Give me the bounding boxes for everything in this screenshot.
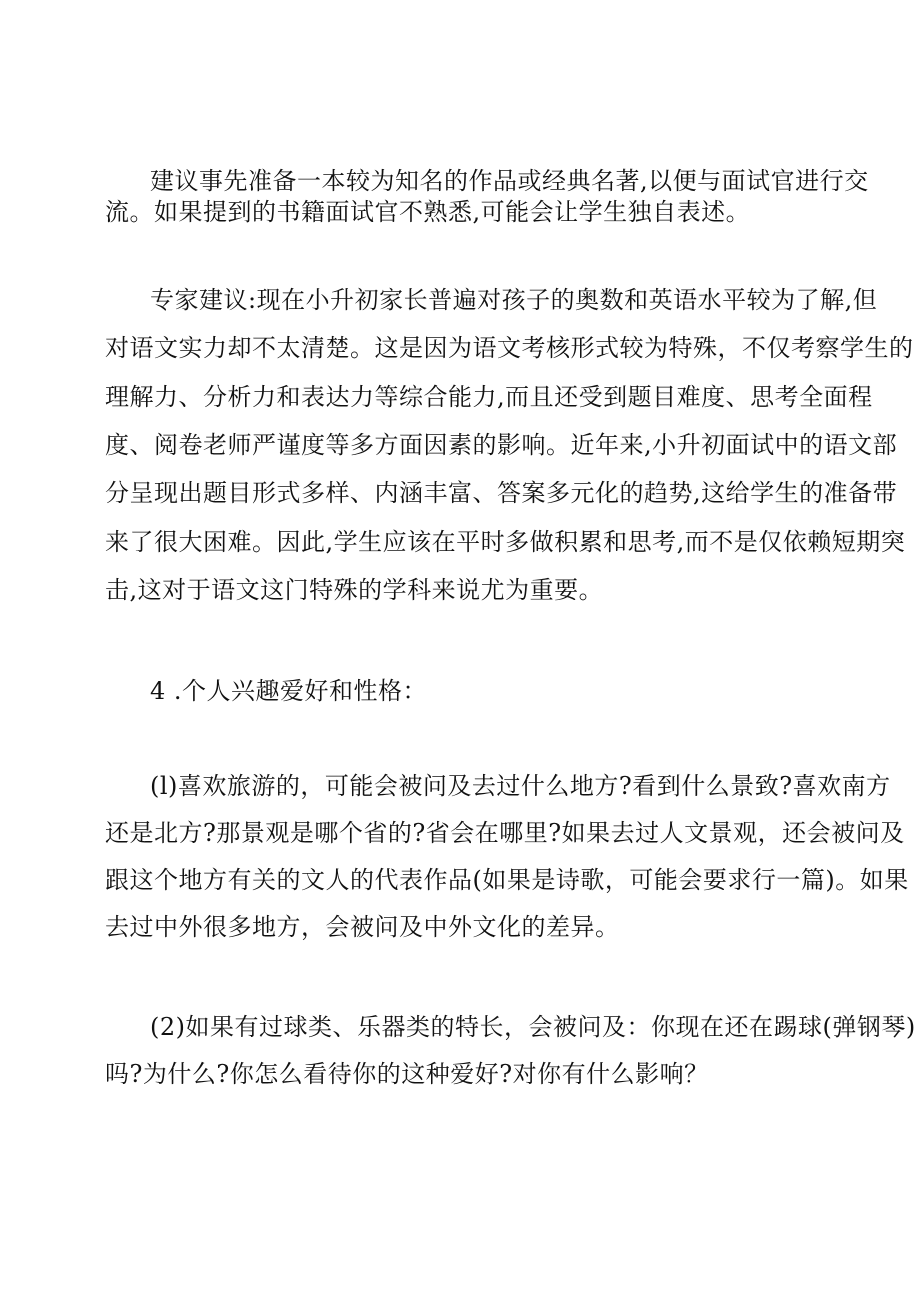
section-heading-4: 4 .个人兴趣爱好和性格：: [150, 677, 428, 705]
item-2-line-2: 吗?为什么?你怎么看待你的这种爱好?对你有什么影响？: [105, 1060, 709, 1088]
paragraph-2-line-2: 对语文实力却不太清楚。这是因为语文考核形式较为特殊，不仅考察学生的: [105, 334, 914, 362]
paragraph-2-line-7: 击,这对于语文这门特殊的学科来说尤为重要。: [105, 576, 604, 604]
item-1-line-3: 跟这个地方有关的文人的代表作品(如果是诗歌，可能会要求行一篇)。如果: [105, 866, 909, 894]
paragraph-1-line-2: 流。如果提到的书籍面试官不熟悉,可能会让学生独自表述。: [105, 198, 751, 226]
item-1-line-2: 还是北方?那景观是哪个省的?省会在哪里?如果去过人文景观，还会被问及: [105, 819, 905, 847]
item-1-line-4: 去过中外很多地方，会被问及中外文化的差异。: [105, 913, 620, 941]
paragraph-2-line-1: 专家建议:现在小升初家长普遍对孩子的奥数和英语水平较为了解,但: [150, 286, 878, 314]
paragraph-2-line-3: 理解力、分析力和表达力等综合能力,而且还受到题目难度、思考全面程: [105, 383, 873, 411]
paragraph-2-line-5: 分呈现出题目形式多样、内涵丰富、答案多元化的趋势,这给学生的准备带: [105, 479, 898, 507]
paragraph-2-line-4: 度、阅卷老师严谨度等多方面因素的影响。近年来,小升初面试中的语文部: [105, 431, 898, 459]
paragraph-2-line-6: 来了很大困难。因此,学生应该在平时多做积累和思考,而不是仅依赖短期突: [105, 528, 906, 556]
item-2-line-1: (2)如果有过球类、乐器类的特长，会被问及：你现在还在踢球(弹钢琴): [150, 1013, 916, 1041]
paragraph-1-line-1: 建议事先准备一本较为知名的作品或经典名著,以便与面试官进行交: [150, 167, 869, 195]
item-1-line-1: (l)喜欢旅游的，可能会被问及去过什么地方?看到什么景致?喜欢南方: [150, 772, 891, 800]
